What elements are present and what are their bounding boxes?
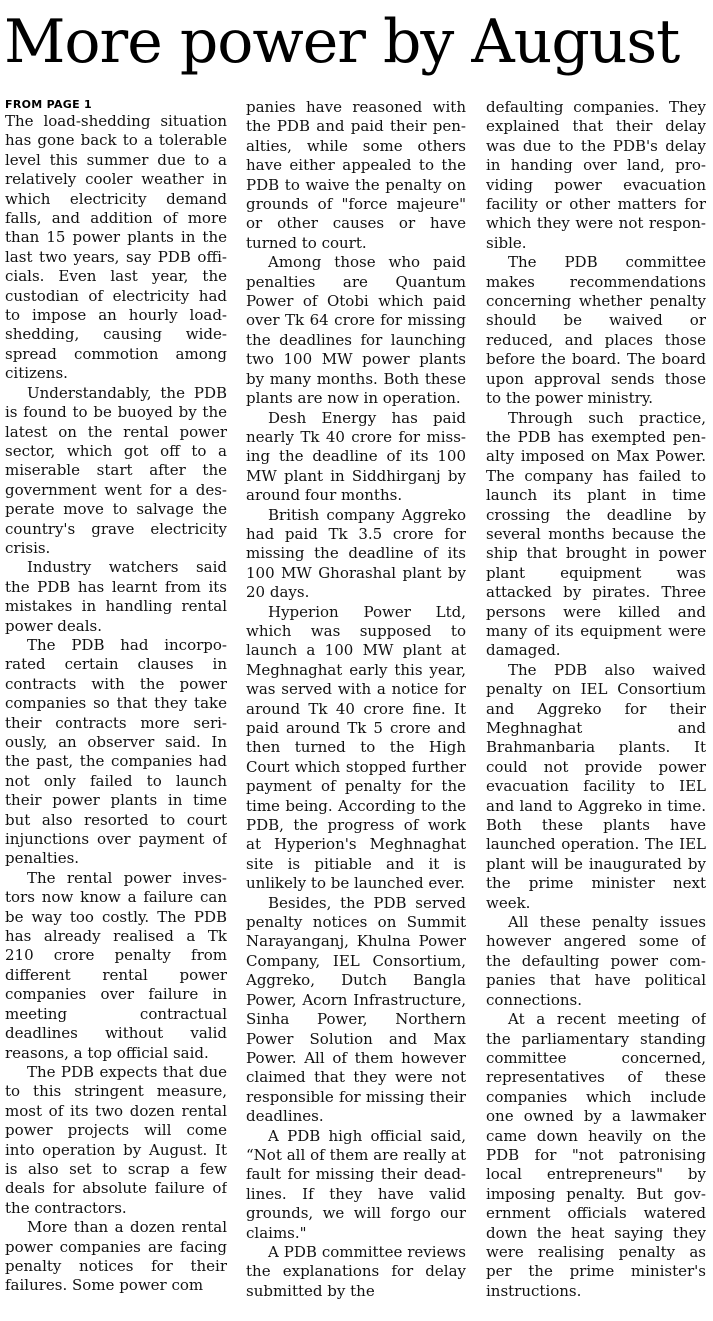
paragraph: Industry watchers said the PDB has learnt from its mistakes in handling rental power deals.	[5, 558, 227, 635]
headline: More power by August	[4, 7, 680, 77]
paragraph: More than a dozen rental power companies are facing penalty notices for their failures. Some power com	[5, 1218, 227, 1295]
paragraph: A PDB committee reviews the explanations for delay submitted by the	[246, 1242, 466, 1300]
paragraph: British company Aggreko had paid Tk 3.5 crore for missing the deadline of its 100 MW Ghorashal plant by 20 days.	[246, 505, 466, 602]
paragraph: The PDB expects that due to this stringent measure, most of its two dozen rental power projects will come into operation by August. It is also set to scrap a few deals for absolute failure of the contractors.	[5, 1062, 227, 1217]
paragraph: The PDB had incorporated certain clauses in contracts with the power companies so that they take their contracts more seriously, an observer said. In the past, the companies had not only failed to launch their power plants in time but also resorted to court injunctions over payment of penalties.	[5, 635, 227, 868]
column-3	[486, 98, 706, 1320]
paragraph: A PDB high official said, “Not all of them are really at fault for missing their deadlines. If they have valid grounds, we will forgo our claims."	[246, 1126, 466, 1242]
kicker: FROM PAGE 1	[5, 98, 93, 111]
paragraph: Desh Energy has paid nearly Tk 40 crore for missing the deadline of its 100 MW plant in Siddhirganj by around four months.	[246, 408, 466, 505]
paragraph: The rental power investors now know a failure can be way too costly. The PDB has already realised a Tk 210 crore penalty from different rental power companies over failure in meeting contractual deadlines without valid reasons, a top official said.	[5, 868, 227, 1062]
paragraph: Among those who paid penalties are Quantum Power of Otobi which paid over Tk 64 crore for missing the deadlines for launching two 100 MW power plants by many months. Both these plants are now in operation.	[246, 253, 466, 408]
column-2	[246, 98, 466, 1320]
column-1	[5, 98, 227, 1320]
paragraph: The PDB committee makes recommendations concerning whether penalty should be waived or reduced, and places those before the board. The board upon approval sends those to the power ministry.	[486, 253, 706, 408]
paragraph: The load-shedding situation has gone back to a tolerable level this summer due to a relatively cooler weather in which electricity demand falls, and addition of more than 15 power plants in the last two years, say PDB officials. Even last year, the custodian of electricity had to impose an hourly load-shedding, causing widespread commotion among citizens.	[5, 112, 227, 383]
paragraph: Through such practice, the PDB has exempted penalty imposed on Max Power. The company has failed to launch its plant in time crossing the deadline by several months because the ship that brought in power plant equipment was attacked by pirates. Three persons were killed and many of its equipment were damaged.	[486, 408, 706, 660]
paragraph: Understandably, the PDB is found to be buoyed by the latest on the rental power sector, which got off to a miserable start after the government went for a desperate move to salvage the country's grave electricity crisis.	[5, 383, 227, 557]
paragraph: At a recent meeting of the parliamentary standing committee concerned, representatives of these companies which include one owned by a lawmaker came down heavily on the PDB for "not patronising local entrepreneurs" by imposing penalty. But government officials watered down the heat saying they were realising penalty as per the prime minister's instructions.	[486, 1010, 706, 1300]
paragraph: Besides, the PDB served penalty notices on Summit Narayanganj, Khulna Power Company, IEL Consortium, Aggreko, Dutch Bangla Power, Acorn Infrastructure, Sinha Power, Northern Power Solution and Max Power. All of them however claimed that they were not responsible for missing their deadlines.	[246, 893, 466, 1126]
paragraph: Hyperion Power Ltd, which was supposed to launch a 100 MW plant at Meghnaghat early this year, was served with a notice for around Tk 40 crore fine. It paid around Tk 5 crore and then turned to the High Court which stopped further payment of penalty for the time being. According to the PDB, the progress of work at Hyperion's Meghnaghat site is pitiable and it is unlikely to be launched ever.	[246, 602, 466, 893]
paragraph: panies have reasoned with the PDB and paid their penalties, while some others have either appealed to the PDB to waive the penalty on grounds of "force majeure" or other causes or have turned to court.	[246, 98, 466, 252]
paragraph: The PDB also waived penalty on IEL Consortium and Aggreko for their Meghnaghat and Brahmanbaria plants. It could not provide power evacuation facility to IEL and land to Aggreko in time. Both these plants have launched operation. The IEL plant will be inaugurated by the prime minister next week.	[486, 660, 706, 912]
paragraph: defaulting companies. They explained that their delay was due to the PDB's delay in handing over land, providing power evacuation facility or other matters for which they were not responsible.	[486, 98, 706, 252]
paragraph: All these penalty issues however angered some of the defaulting power companies that have political connections.	[486, 913, 706, 1009]
